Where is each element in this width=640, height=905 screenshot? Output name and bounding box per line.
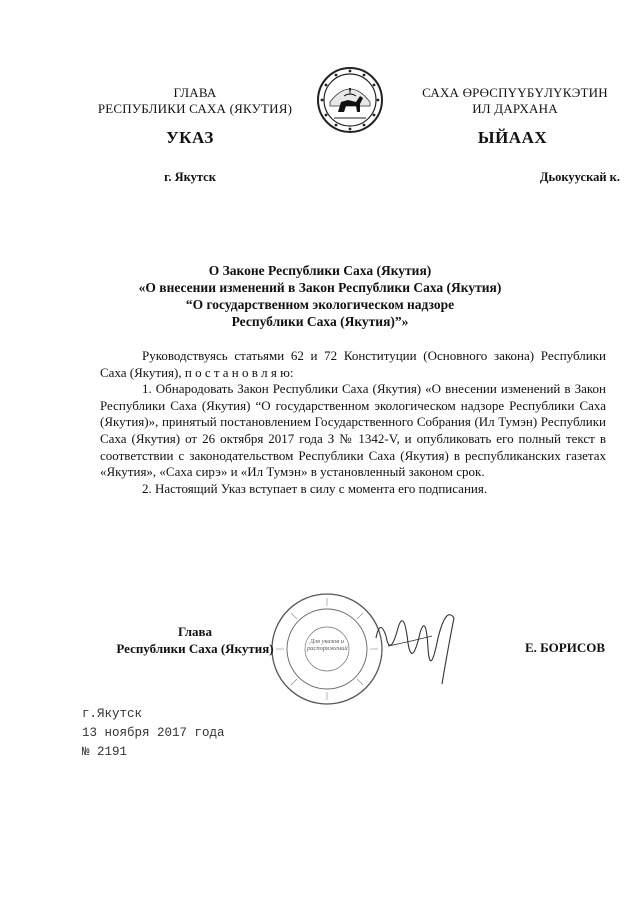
preamble: Руководствуясь статьями 62 и 72 Конституции (Основного закона) Республики Саха (Якутия), п о с т а н о в л я ю:: [100, 348, 606, 380]
registration-date: 13 ноября 2017 года: [82, 726, 225, 740]
city-ru: г. Якутск: [164, 170, 216, 184]
decree-body: [100, 348, 606, 497]
registration-block: [82, 705, 342, 762]
title-line-1: О Законе Республики Саха (Якутия): [208, 263, 432, 278]
issuer-line-sah-1: САХА ӨРӨСПҮҮБҮЛҮКЭТИН: [422, 85, 608, 100]
issuer-title-sah: [390, 85, 640, 117]
seal-center-text: Для указов и распоряжений: [307, 638, 348, 652]
issuer-title-ru: [80, 85, 310, 117]
coat-of-arms-emblem: [316, 66, 384, 134]
city-sah: Дьокуускай к.: [539, 170, 620, 184]
signatory-line-1: Глава: [177, 624, 213, 639]
issuer-line-2: РЕСПУБЛИКИ САХА (ЯКУТИЯ): [97, 101, 293, 116]
handwritten-signature: [368, 598, 468, 688]
item-2: 2. Настоящий Указ вступает в силу с момента его подписания.: [142, 480, 488, 496]
signatory-line-2: Республики Саха (Якутия): [116, 641, 274, 656]
signatory-name: Е. БОРИСОВ: [524, 640, 605, 655]
title-line-3: “О государственном экологическом надзоре: [185, 297, 455, 312]
title-line-4: Республики Саха (Якутия)”»: [231, 314, 409, 329]
registration-number: № 2191: [82, 745, 128, 759]
signatory-title: [100, 623, 290, 657]
emblem-icon: [316, 66, 384, 134]
title-line-2: «О внесении изменений в Закон Республики Саха (Якутия): [138, 280, 502, 295]
doc-type-sah: ЫЙААХ: [477, 128, 548, 147]
registration-city: г.Якутск: [82, 707, 143, 721]
issuer-line-1: ГЛАВА: [173, 85, 217, 100]
decree-title: [0, 262, 640, 330]
issuer-line-sah-2: ИЛ ДАРХАНА: [472, 101, 558, 116]
signature-icon: [368, 598, 468, 688]
item-1: 1. Обнародовать Закон Республики Саха (Якутия) «О внесении изменений в Закон Республики Саха (Якутия) “О государственном экологическом надзоре Республики Саха (Якутия)», принятый постановлением Государственного Собрания (Ил Тумэн) Республики Саха (Якутия) от 26 октября 2017 года З № 1342-V, и опубликовать его полный текст в соответствии с законодательством Республики Саха (Якутия) в республиканских газетах «Якутия», «Саха сирэ» и «Ил Тумэн» в установленный законом срок.: [100, 381, 606, 480]
doc-type-ru: УКАЗ: [166, 128, 214, 147]
